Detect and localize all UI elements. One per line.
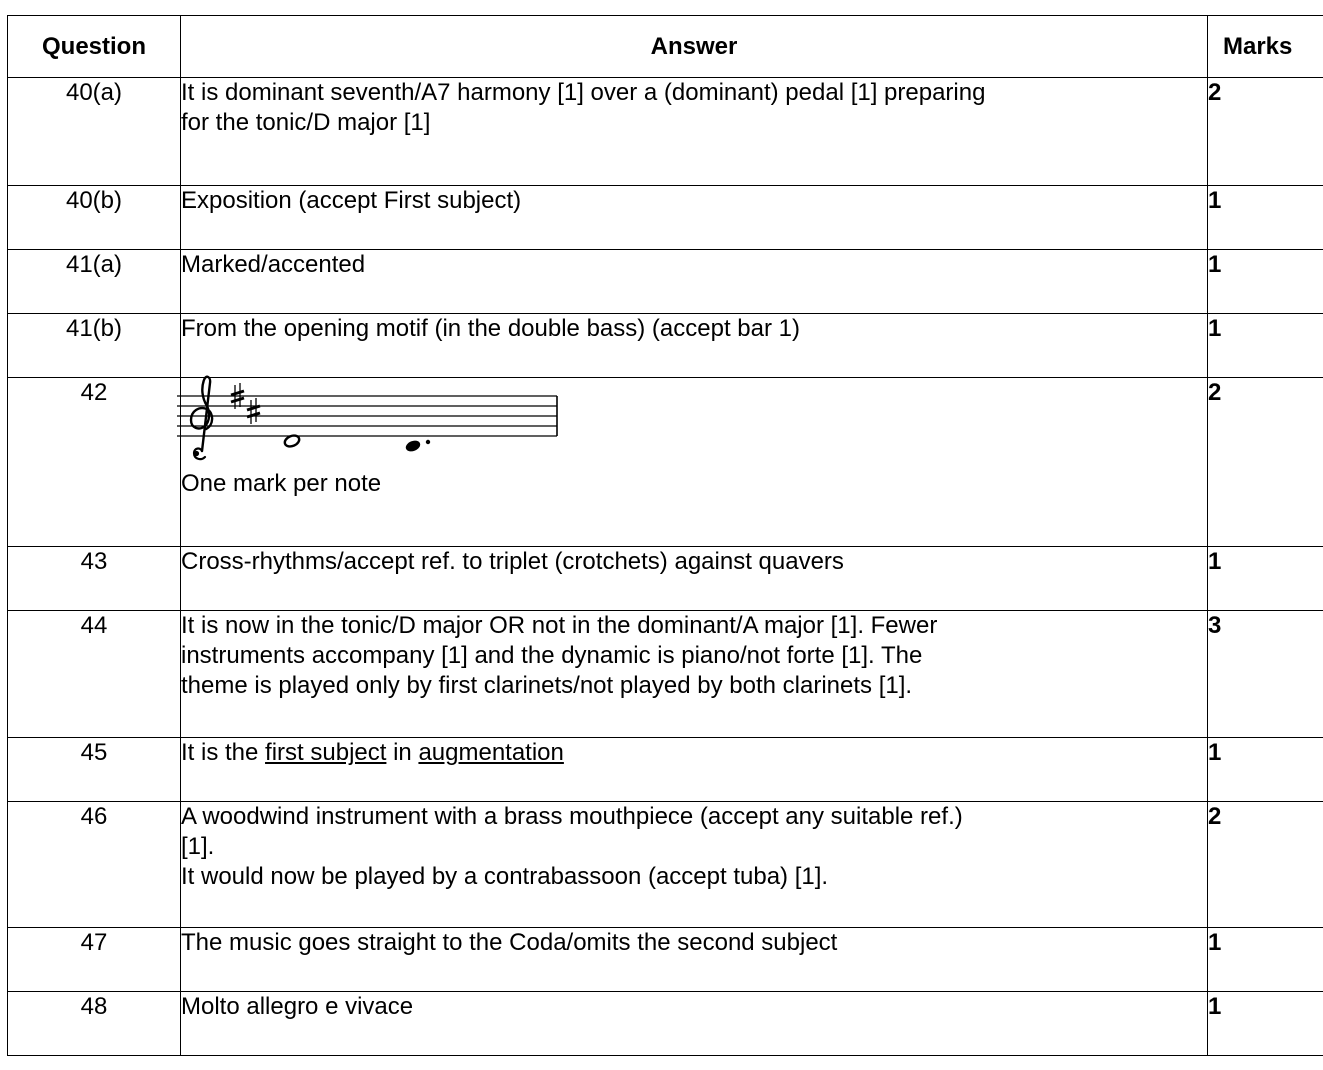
answer-line: The music goes straight to the Coda/omits the second subject: [181, 929, 838, 956]
marks-value: 1: [1208, 928, 1323, 992]
answer-line: It would now be played by a contrabassoon (accept tuba) [1].: [181, 863, 829, 890]
underlined-term: first subject: [265, 739, 387, 766]
answer-line: It is now in the tonic/D major OR not in the dominant/A major [1]. Fewer: [181, 612, 938, 639]
answer-cell: [181, 802, 1208, 928]
answer-line: theme is played only by first clarinets/not played by both clarinets [1].: [181, 672, 913, 699]
answer-line: A woodwind instrument with a brass mouthpiece (accept any suitable ref.): [181, 803, 963, 830]
question-number: 40(b): [8, 186, 181, 250]
answer-line: From the opening motif (in the double bass) (accept bar 1): [181, 315, 800, 342]
table-row: [8, 78, 1323, 186]
table-row: [8, 611, 1323, 738]
answer-line: for the tonic/D major [1]: [181, 109, 431, 136]
marks-value: 2: [1208, 378, 1323, 547]
question-number: 47: [8, 928, 181, 992]
answer-cell: [181, 928, 1208, 992]
answer-line: Exposition (accept First subject): [181, 187, 522, 214]
marks-value: 1: [1208, 314, 1323, 378]
answer-line: One mark per note: [181, 470, 382, 497]
answer-text: in: [386, 739, 419, 766]
underlined-term: augmentation: [418, 739, 564, 766]
answer-cell: [181, 738, 1208, 802]
answer-cell: [181, 314, 1208, 378]
marks-value: 3: [1208, 611, 1323, 738]
marks-value: 1: [1208, 186, 1323, 250]
answer-line: [1].: [181, 833, 215, 860]
question-number: 43: [8, 547, 181, 611]
answer-cell: [181, 378, 1208, 547]
question-number: 46: [8, 802, 181, 928]
answer-line: Cross-rhythms/accept ref. to triplet (crotchets) against quavers: [181, 548, 844, 575]
question-number: 41(b): [8, 314, 181, 378]
marks-value: 2: [1208, 78, 1323, 186]
question-number: 44: [8, 611, 181, 738]
header-answer: Answer: [181, 16, 1208, 78]
table-row: [8, 378, 1323, 547]
table-row: [8, 802, 1323, 928]
answer-line: It is dominant seventh/A7 harmony [1] over a (dominant) pedal [1] preparing: [181, 79, 986, 106]
header-marks: Marks: [1208, 16, 1323, 78]
music-staff: [177, 371, 567, 465]
question-number: 48: [8, 992, 181, 1056]
answer-cell: [181, 78, 1208, 186]
question-number: 41(a): [8, 250, 181, 314]
treble-clef-icon: [191, 377, 212, 459]
table-row: [8, 547, 1323, 611]
marks-value: 1: [1208, 738, 1323, 802]
header-question: Question: [8, 16, 181, 78]
answer-cell: [181, 547, 1208, 611]
marks-value: 1: [1208, 992, 1323, 1056]
sharp-icon: [247, 398, 260, 424]
answer-cell: [181, 611, 1208, 738]
table-row: [8, 928, 1323, 992]
answer-cell: [181, 992, 1208, 1056]
question-number: 40(a): [8, 78, 181, 186]
table-row: [8, 250, 1323, 314]
mark-scheme-table: [7, 15, 1323, 1056]
answer-line: instruments accompany [1] and the dynamic is piano/not forte [1]. The: [181, 642, 923, 669]
marks-value: 1: [1208, 250, 1323, 314]
answer-cell: [181, 250, 1208, 314]
question-number: 42: [8, 378, 181, 547]
table-row: [8, 186, 1323, 250]
answer-text: It is the: [181, 739, 266, 766]
question-number: 45: [8, 738, 181, 802]
marks-value: 1: [1208, 547, 1323, 611]
answer-line: Molto allegro e vivace: [181, 993, 414, 1020]
answer-line: Marked/accented: [181, 251, 366, 278]
dotted-crotchet-note: [404, 439, 430, 454]
table-row: [8, 314, 1323, 378]
header-row: [8, 16, 1323, 78]
answer-cell: [181, 186, 1208, 250]
marks-value: 2: [1208, 802, 1323, 928]
table-row: [8, 738, 1323, 802]
table-row: [8, 992, 1323, 1056]
